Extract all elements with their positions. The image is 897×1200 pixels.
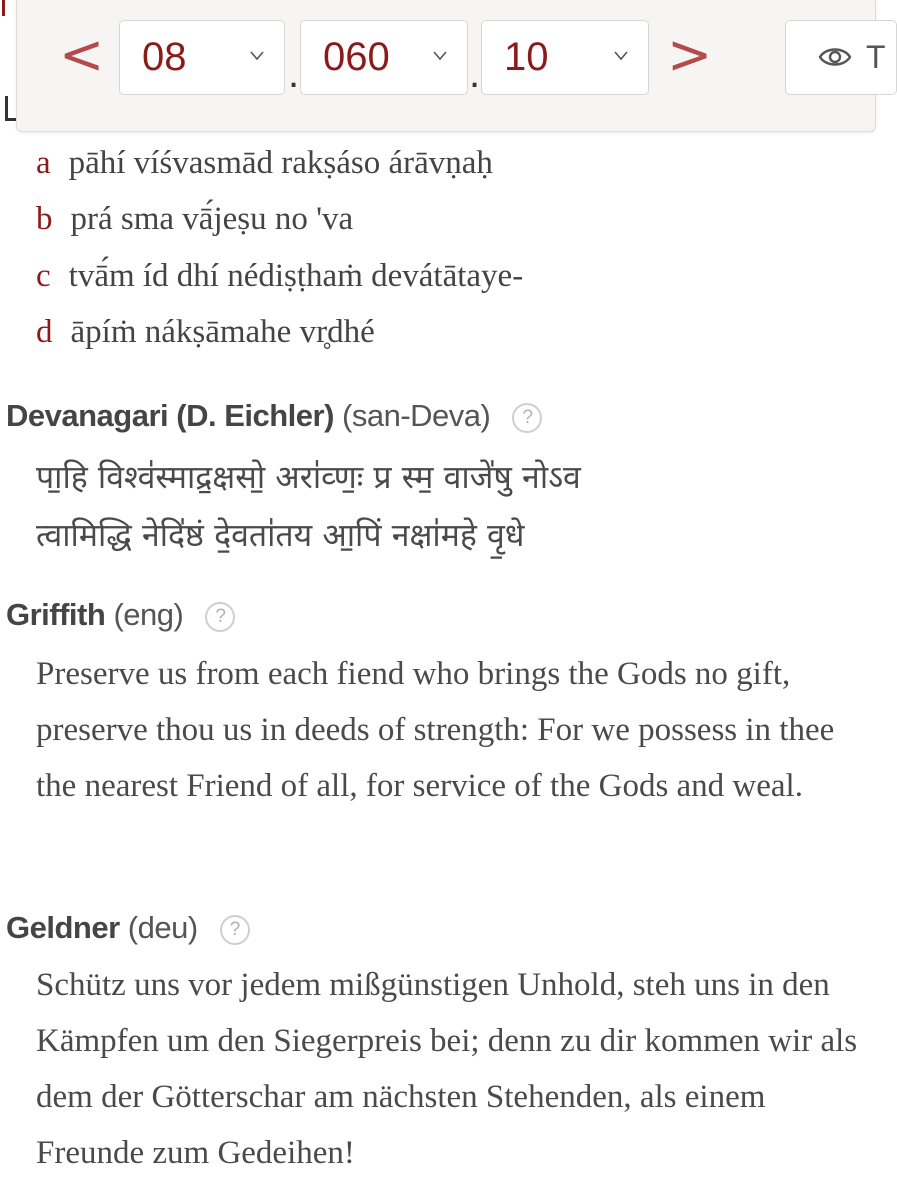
verse-line-d <box>36 314 375 351</box>
question-circle-icon[interactable]: ? <box>512 403 542 433</box>
chevron-left-icon: < <box>59 23 105 86</box>
book-value: 08 <box>142 35 187 79</box>
devanagari-line: पा॒हि विश्व॑स्माद्र॒क्षसो॒ अरा॑व्णः॒ प्र स्म॒ वाजे॑षु नोऽव <box>36 458 581 496</box>
section-language: (eng) <box>113 597 184 632</box>
devanagari-section-heading <box>6 398 542 434</box>
chevron-down-icon <box>433 48 447 62</box>
verse-letter: c <box>36 258 51 294</box>
section-title: Devanagari (D. Eichler) <box>6 398 334 433</box>
section-title: Griffith <box>6 597 106 632</box>
verse-navigation-bar <box>16 0 886 132</box>
verse-line-b <box>36 201 353 238</box>
verse-text: prá sma vā́jeṣu no 'va <box>70 201 354 237</box>
section-language: (san-Deva) <box>342 398 491 433</box>
stanza-select[interactable] <box>481 20 649 95</box>
hymn-value: 060 <box>323 35 390 79</box>
verse-letter: d <box>36 314 53 350</box>
griffith-translation: Preserve us from each fiend who brings the Gods no gift, preserve thou us in deeds of strength: For we possess in thee the nearest Friend of all, for service of the Gods and weal. <box>36 656 835 804</box>
verse-letter: b <box>36 201 53 237</box>
chevron-down-icon <box>614 48 628 62</box>
chevron-right-icon: > <box>667 23 713 86</box>
verse-letter: a <box>36 145 51 181</box>
section-title: Geldner <box>6 910 120 945</box>
verse-line-c <box>36 258 523 295</box>
separator-dot: . <box>469 52 481 96</box>
geldner-section-heading <box>6 910 250 946</box>
verse-text: tvā́m íd dhí nédiṣṭhaṁ devátātaye- <box>68 258 524 294</box>
question-circle-icon[interactable]: ? <box>220 915 250 945</box>
eye-icon <box>818 45 852 69</box>
book-select[interactable] <box>119 20 285 95</box>
chevron-down-icon <box>250 48 264 62</box>
verse-line-a <box>36 145 493 182</box>
devanagari-line: त्वामिद्धि नेदि॑ष्ठं दे॒वता॑तय आ॒पिं नक्षा॑महे वृ॒धे <box>36 516 525 554</box>
griffith-section-heading <box>6 597 235 633</box>
view-options-button[interactable] <box>785 20 897 95</box>
verse-text: pāhí víśvasmād rakṣáso árāvṇaḥ <box>68 145 493 181</box>
geldner-translation: Schütz uns vor jedem mißgünstigen Unhold, steh uns in den Kämpfen um den Siegerpreis bei; denn zu dir kommen wir als dem der Götterschar am nächsten Stehenden, als einem Freunde zum Gedeihen! <box>36 967 858 1171</box>
question-circle-icon[interactable]: ? <box>205 602 235 632</box>
separator-dot: . <box>288 52 300 96</box>
verse-text: āpíṁ nákṣāmahe vr̥dhé <box>70 314 375 350</box>
previous-stanza-button[interactable] <box>59 22 103 92</box>
next-stanza-button[interactable] <box>667 22 711 92</box>
view-options-label: T <box>866 39 886 75</box>
hymn-select[interactable] <box>300 20 468 95</box>
section-language: (deu) <box>127 910 198 945</box>
stanza-value: 10 <box>504 35 549 79</box>
